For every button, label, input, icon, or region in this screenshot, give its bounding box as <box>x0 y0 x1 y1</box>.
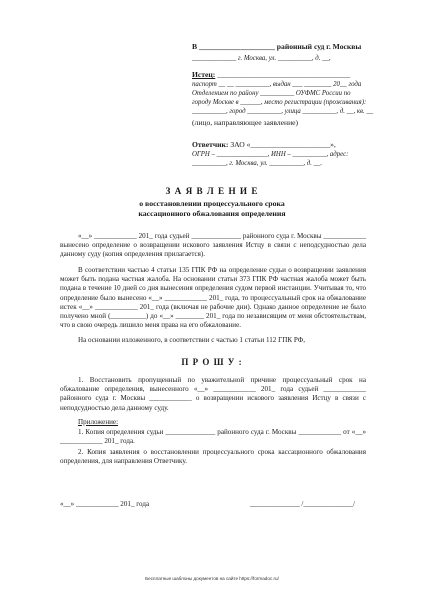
body-paragraph-3: На основании изложенного, в соответствии с частью 1 статьи 112 ГПК РФ, <box>78 336 306 344</box>
signature-line: ______________ /______________/ <box>250 500 356 508</box>
document-title: З А Я В Л Е Н И Е <box>165 186 259 196</box>
plaintiff-note: (лицо, направляющее заявление) <box>192 118 299 127</box>
respondent-name: ЗАО «_____________________», <box>230 140 336 149</box>
court-line: В ____________________ районный суд г. Москвы <box>192 42 362 51</box>
court-address: _____________ г. Москва, ул. __________, д. __, <box>192 55 331 62</box>
attachment-item-2: 2. Копия заявления о восстановлении процессуального срока кассационного обжалования определения, для направления Ответчику. <box>60 448 366 466</box>
attachment-item-1: 1. Копия определения судьи ______________ районного суда г. Москвы ____________ от «__» ____________ 201_ года. <box>60 428 366 446</box>
plaintiff-address: __________, город __________, улица __________, д. __, кв. __ <box>192 108 374 115</box>
signature-date: «__» ____________ 201_ года <box>60 500 150 508</box>
request-item-1: 1. Восстановить пропущенный по уважительной причине процессуальный срок на обжалование определения, вынесенного «__» ____________ 201_ года судьей ____________ районного суда г. Москвы ____________ о возвращении искового заявления Истцу в связи с неподсудностью дела данному суду. <box>60 376 366 412</box>
plaintiff-passport: паспорт __ __ __________, выдан ___ ________ 20__ года <box>192 81 362 88</box>
plaintiff-row <box>192 70 350 80</box>
respondent-row <box>192 140 336 149</box>
footer-text: Бесплатные шаблоны документов на сайте https://formadoc.ru/ <box>145 576 279 581</box>
attachments-label: Приложение: <box>78 418 119 426</box>
request-heading: П Р О Ш У : <box>181 357 243 367</box>
plaintiff-issued-by: Отделением по району __________ ОУФМС России по <box>192 90 351 97</box>
body-paragraph-1: «__» ____________ 201_ года судьей ______________ районного суда г. Москвы ____________ вынесено определение о возвращении искового заявления Истцу в связи с неподсудностью дела данному суду (копия определения прилагается). <box>60 232 366 259</box>
document-subtitle-2: кассационного обжалования определения <box>138 209 286 218</box>
respondent-label: Ответчик: <box>192 140 229 149</box>
plaintiff-registration: городу Москве в ______, место регистрации (проживания): <box>192 99 367 106</box>
respondent-address: __________, г. Москва, ул. __________, д. __. <box>192 160 323 167</box>
document-subtitle-1: о восстановлении процессуального срока <box>139 199 285 208</box>
plaintiff-name-line: ______________________________________ <box>217 71 351 79</box>
respondent-ids: ОГРН – _______________, ИНН – __________, адрес: <box>192 151 349 158</box>
plaintiff-label: Истец: <box>192 70 216 79</box>
body-paragraph-2: В соответствии частью 4 статьи 135 ГПК РФ на определение судьи о возвращении заявления может быть подана частная жалоба. На основании статьи 373 ГПК РФ частная жалоба может быть подана в течение 10 дней со дня вынесения определения судом первой инстанции. Учитывая то, что определение было вынесено «__» ____________ 201_ года, то процессуальный срок на обжалование истек «__» ____________ 201_ года (включая не рабочие дни). Однако данное определение не было получено мной (__________) до «__» ________ 201_ года по независящим от меня обстоятельствам, что в свою очередь лишило меня права на его обжалование. <box>60 266 366 330</box>
